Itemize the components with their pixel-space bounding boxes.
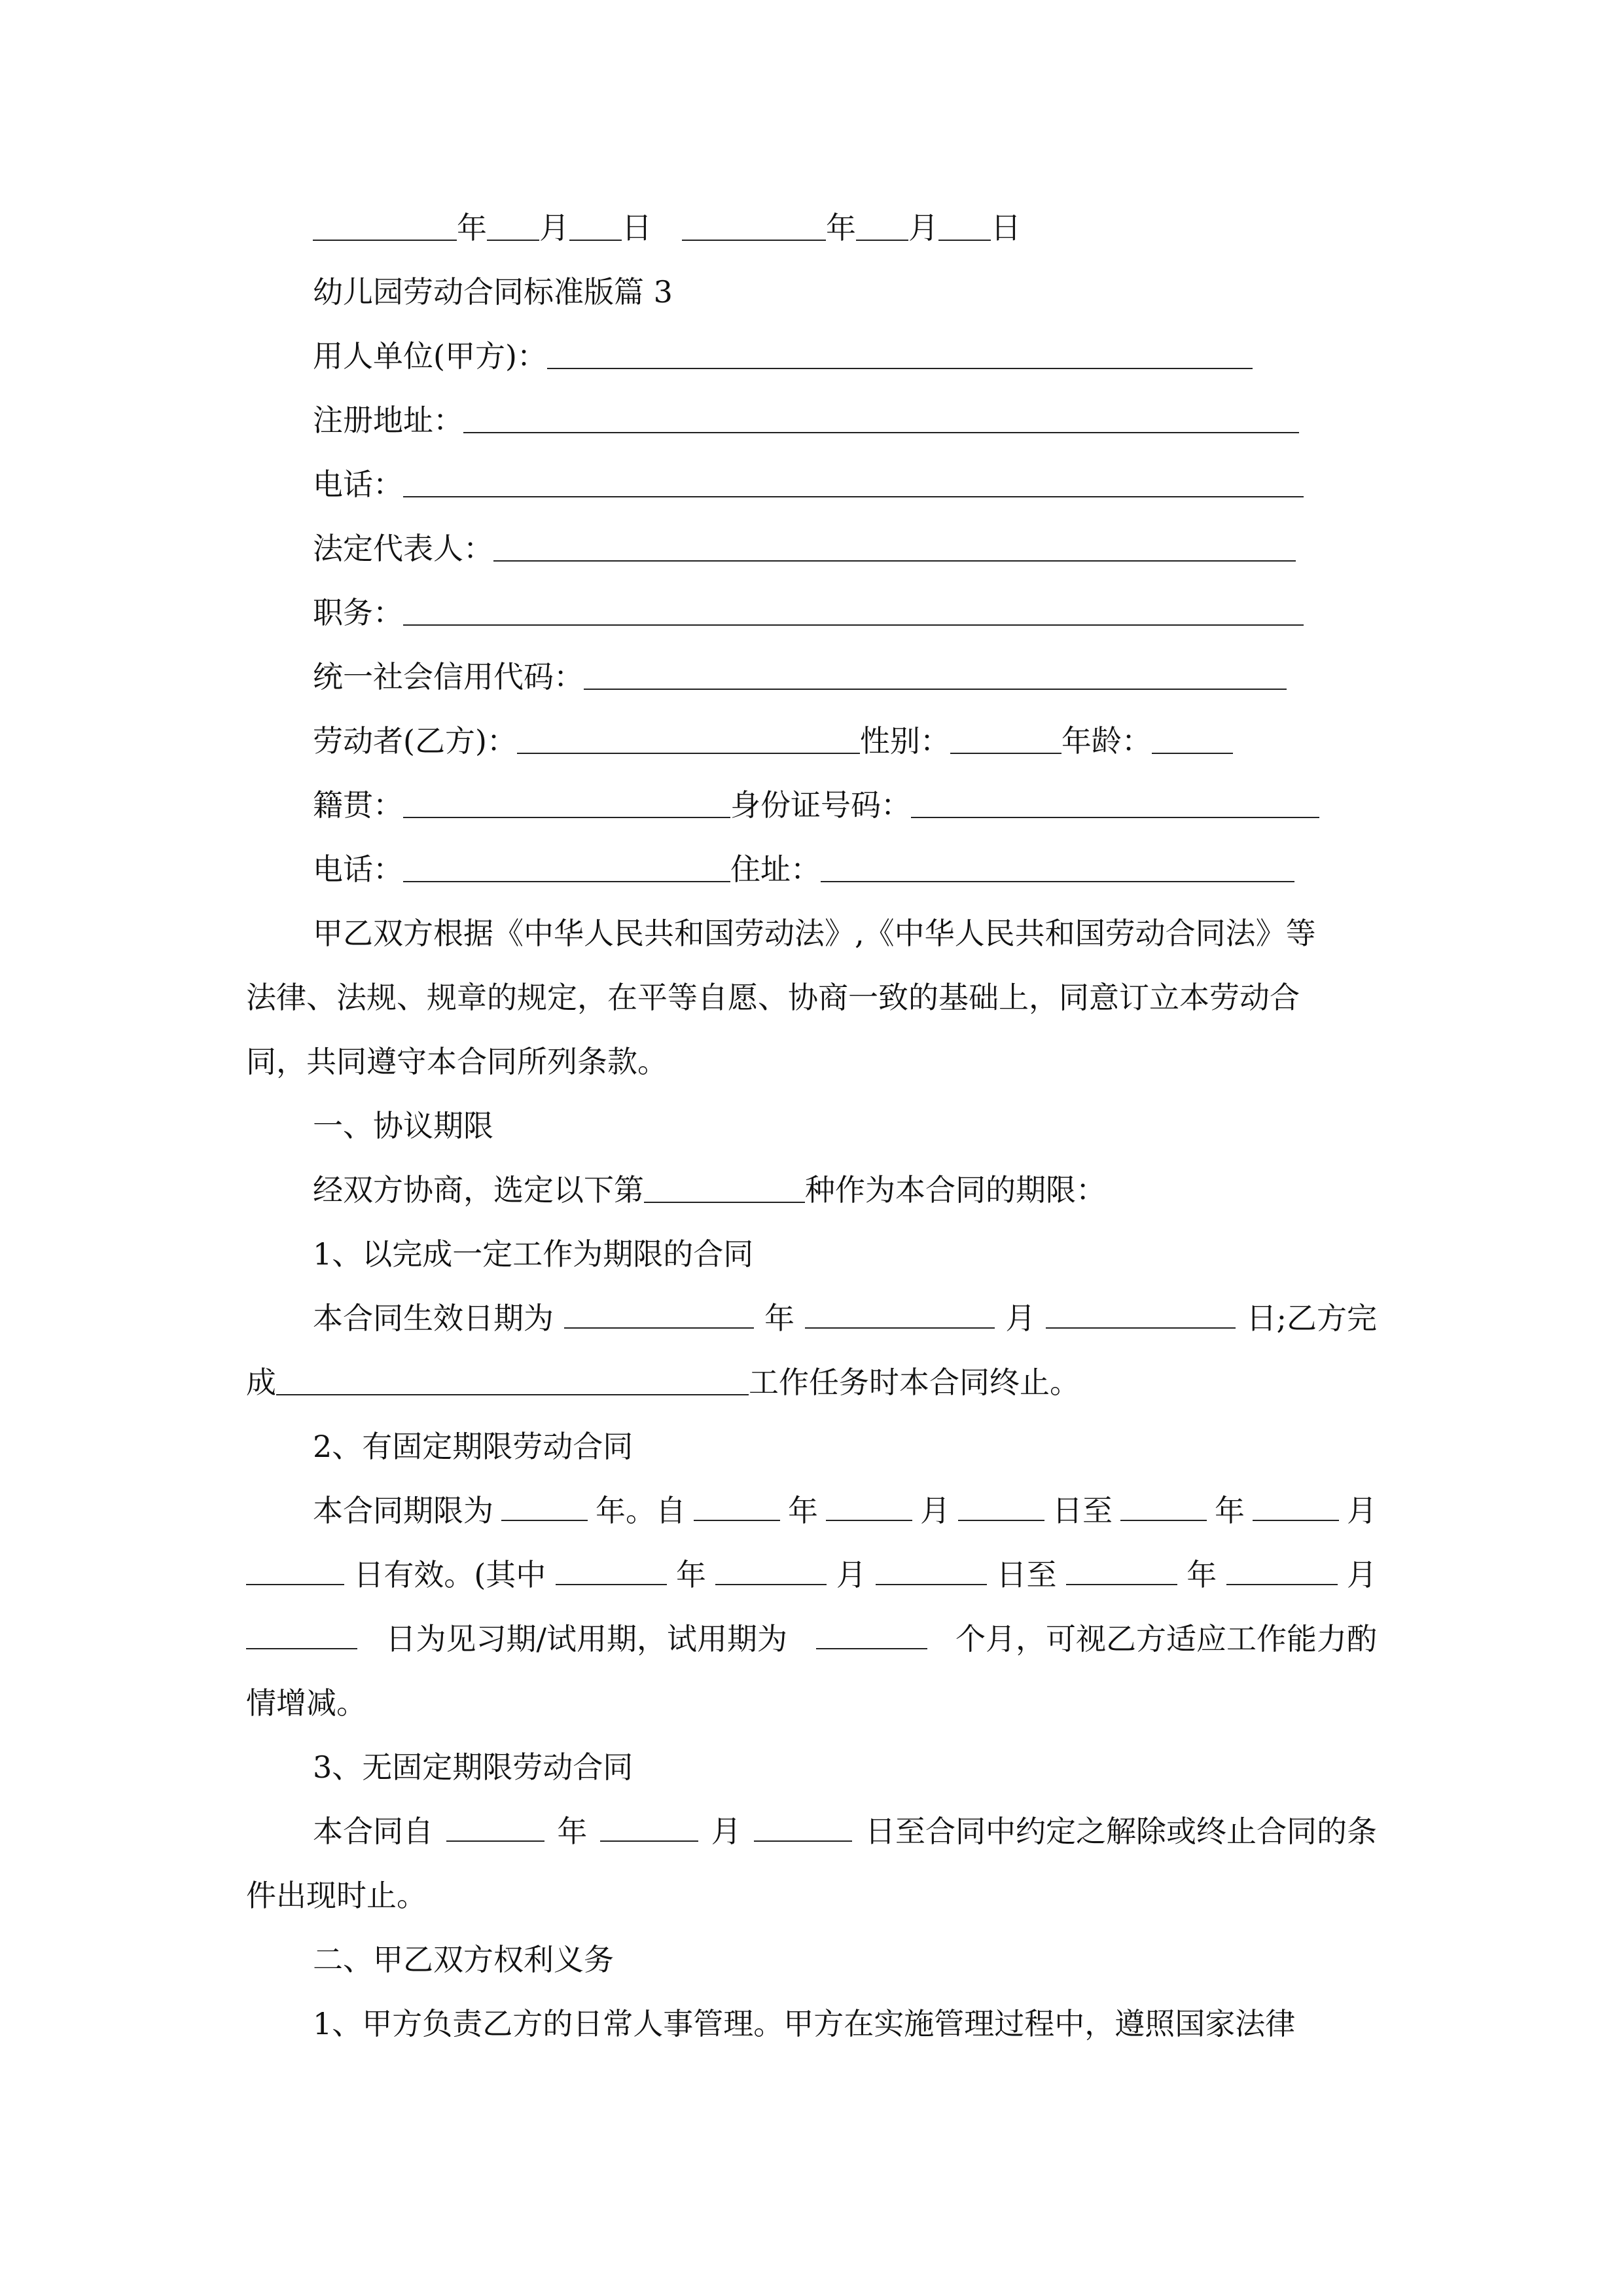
blank-field [1066, 1558, 1177, 1585]
blank-day [569, 213, 622, 241]
blank-field [950, 726, 1061, 754]
native-id-line: 籍贯： 身份证号码： [313, 785, 1319, 825]
option-2-line-3: 日为见习期/试用期，试用期为 个月，可视乙方适应工作能力酌 [246, 1619, 1377, 1659]
option-1-line-2: 成 工作任务时本合同终止。 [246, 1365, 1080, 1400]
blank-field [1152, 726, 1233, 754]
blank-field [694, 1494, 780, 1521]
blank-day [938, 213, 991, 241]
blank-field [1226, 1558, 1338, 1585]
blank-field [517, 726, 860, 754]
option-2-line-4: 情增减。 [246, 1685, 366, 1721]
blank-year [313, 213, 457, 241]
blank-field [446, 1814, 544, 1842]
blank-field [816, 1622, 927, 1649]
section-1-heading: 一、协议期限 [313, 1108, 493, 1143]
option-2-line-1: 本合同期限为 年。自 年 月 日至 年 月 [313, 1493, 1377, 1528]
blank-field [1120, 1494, 1207, 1521]
blank-field [564, 1301, 754, 1329]
blank-field [754, 1814, 852, 1842]
blank-field [805, 1301, 995, 1329]
blank-field [821, 855, 1294, 882]
employer-address-line: 注册地址： [313, 401, 1299, 440]
blank-field [715, 1558, 827, 1585]
blank-field [501, 1494, 588, 1521]
blank-field [403, 598, 1304, 626]
employee-phone-address-line: 电话： 住址： [313, 850, 1294, 889]
blank-field [463, 406, 1299, 433]
position-line: 职务： [313, 593, 1304, 632]
option-3-line-2: 件出现时止。 [246, 1878, 427, 1913]
section-2-heading: 二、甲乙双方权利义务 [313, 1942, 614, 1977]
blank-year [682, 213, 826, 241]
section-2-item-1: 1、甲方负责乙方的日常人事管理。甲方在实施管理过程中，遵照国家法律 [313, 2006, 1296, 2041]
blank-field [403, 791, 730, 818]
option-1-heading: 1、以完成一定工作为期限的合同 [313, 1236, 754, 1272]
blank-field [246, 1622, 357, 1649]
signature-date-line: 年 月 日 年 月 日 [313, 208, 1021, 247]
blank-field [644, 1175, 805, 1203]
blank-field [1046, 1301, 1236, 1329]
legal-rep-line: 法定代表人： [313, 529, 1296, 568]
option-3-heading: 3、无固定期限劳动合同 [313, 1749, 633, 1785]
blank-field [246, 1558, 344, 1585]
blank-field [403, 855, 730, 882]
worker-line: 劳动者(乙方)： 性别： 年龄： [313, 721, 1233, 761]
employer-unit-line: 用人单位(甲方)： [313, 336, 1253, 376]
intro-line-3: 同，共同遵守本合同所列条款。 [246, 1044, 668, 1079]
blank-field [876, 1558, 987, 1585]
term-choice-line: 经双方协商，选定以下第 种作为本合同的期限： [313, 1172, 1106, 1208]
blank-field [958, 1494, 1044, 1521]
blank-field [493, 534, 1296, 562]
blank-month [487, 213, 539, 241]
credit-code-line: 统一社会信用代码： [313, 657, 1287, 696]
blank-month [856, 213, 908, 241]
blank-field [600, 1814, 698, 1842]
option-3-line-1: 本合同自 年 月 日至合同中约定之解除或终止合同的条 [313, 1814, 1377, 1849]
option-2-line-2: 日有效。(其中 年 月 日至 年 月 [246, 1555, 1377, 1594]
employer-phone-line: 电话： [313, 465, 1304, 504]
option-1-line-1: 本合同生效日期为 年 月 日;乙方完 [313, 1300, 1377, 1336]
blank-field [826, 1494, 912, 1521]
section-title: 幼儿园劳动合同标准版篇 3 [313, 274, 673, 310]
intro-line-2: 法律、法规、规章的规定，在平等自愿、协商一致的基础上，同意订立本劳动合 [246, 980, 1300, 1015]
intro-line-1: 甲乙双方根据《中华人民共和国劳动法》,《中华人民共和国劳动合同法》等 [313, 916, 1316, 951]
blank-field [547, 342, 1253, 369]
blank-field [403, 470, 1304, 497]
blank-field [1253, 1494, 1339, 1521]
option-2-heading: 2、有固定期限劳动合同 [313, 1429, 633, 1464]
blank-field [584, 662, 1287, 690]
blank-field [911, 791, 1319, 818]
blank-field [556, 1558, 667, 1585]
blank-field [276, 1368, 749, 1395]
